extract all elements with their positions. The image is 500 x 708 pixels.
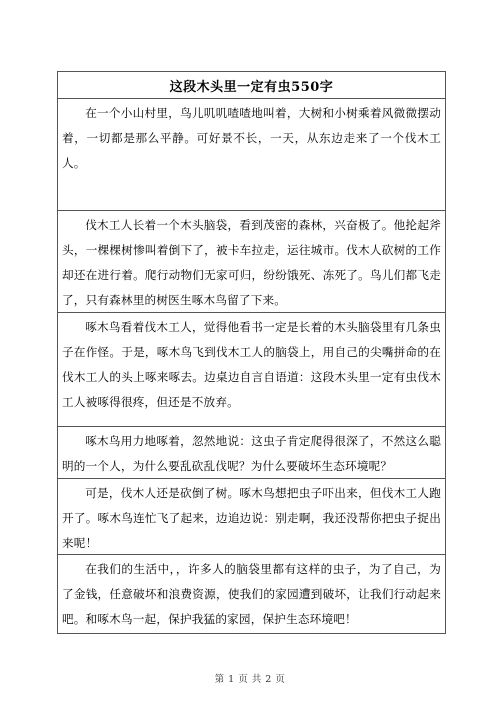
paragraph: 在我们的生活中，，许多人的脑袋里都有这样的虫子，为了自己，为了金钱，任意破坏和浪费资源，使我们的家园遭到破坏，让我们行动起来吧。和啄木鸟一起，保护我猛的家园，保护生态环境吧！ (62, 562, 441, 626)
paragraph: 啄木鸟用力地啄着，忽然地说：这虫子肯定爬得很深了，不然这么聪明的一个人，为什么要乱砍乱伐呢？为什么要破坏生态环境呢？ (58, 427, 445, 479)
document-title: 这段木头里一定有虫550字 (58, 72, 445, 99)
paragraph: 可是，伐木人还是砍倒了树。啄木鸟想把虫子吓出来，但伐木工人跑开了。啄木鸟连忙飞了起来，边追边说：别走啊，我还没帮你把虫子捉出来呢！ (58, 479, 445, 555)
paragraph: 在一个小山村里，鸟儿叽叽喳喳地叫着，大树和小树乘着风微微摆动着，一切都是那么平静。可好景不长，一天，从东边走来了一个伐木工人。 (58, 99, 445, 211)
paragraph: 啄木鸟看着伐木工人，觉得他看书一定是长着的木头脑袋里有几条虫子在作怪。于是，啄木鸟飞到伐木工人的脑袋上，用自己的尖嘴拼命的在伐木工人的头上啄来啄去。边桌边自言自语道：这段木头里一定有虫伐木工人被啄得很疼，但还是不放弃。 (58, 313, 445, 427)
document-table (57, 71, 446, 634)
page-footer: 第 1 页 共 2 页 (214, 674, 286, 685)
paragraph: 伐木工人长着一个木头脑袋，看到茂密的森林，兴奋极了。他抡起斧头，一棵棵树惨叫着倒下了，被卡车拉走，运往城市。伐木人砍树的工作却还在进行着。爬行动物们无家可归，纷纷饿死、冻死了。鸟儿们都飞走了，只有森林里的树医生啄木鸟留了下来。 (58, 211, 445, 313)
